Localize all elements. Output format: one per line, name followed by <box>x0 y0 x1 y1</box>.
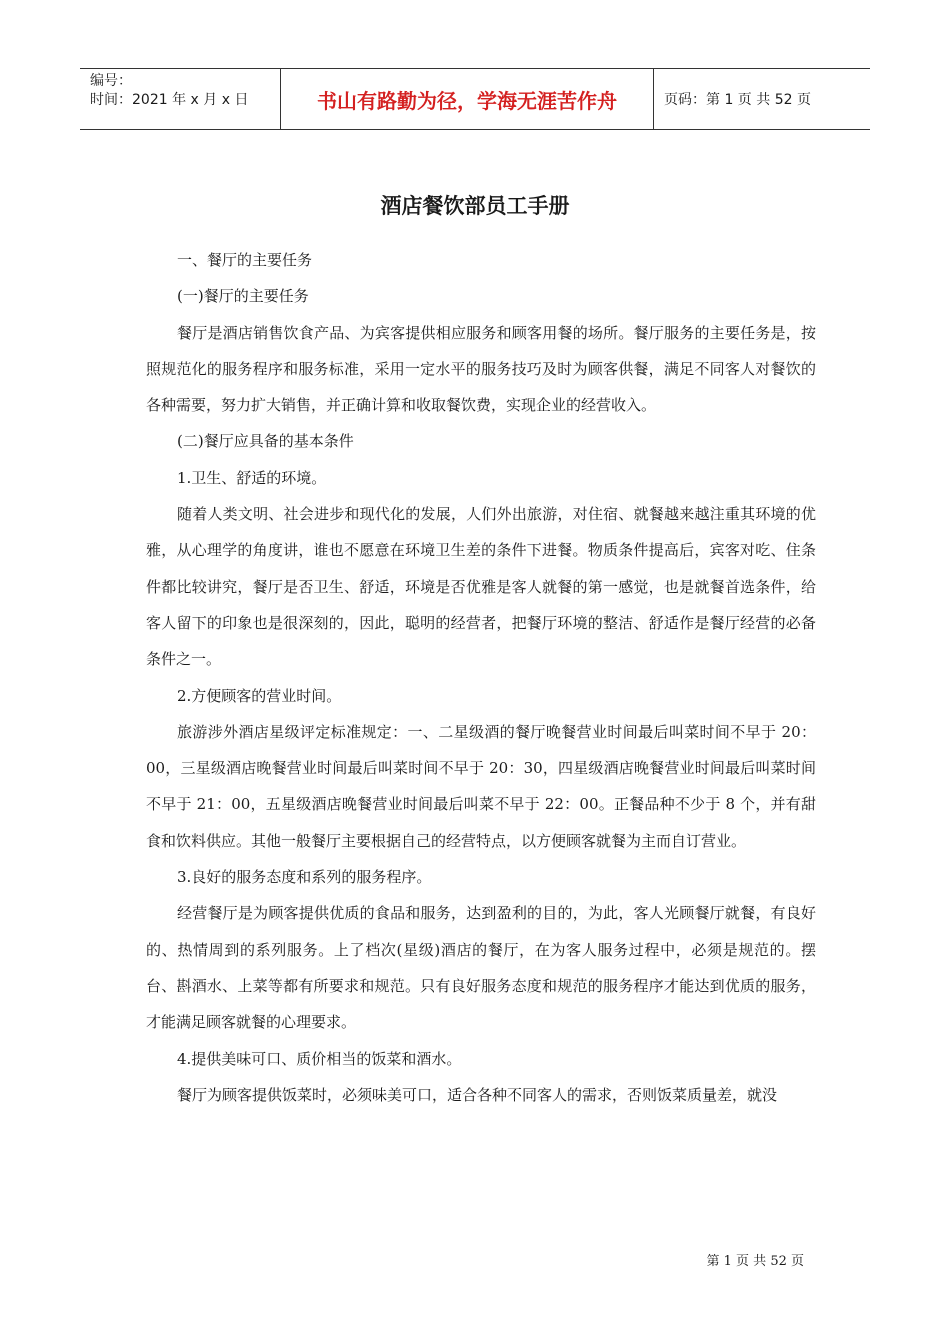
document-body <box>146 242 816 1113</box>
footer-page-info: 第 1 页 共 52 页 <box>706 1254 804 1269</box>
item-heading: 3.良好的服务态度和系列的服务程序。 <box>177 868 432 887</box>
body-paragraph: 餐厅为顾客提供饭菜时，必须味美可口，适合各种不同客人的需求，否则饭菜质量差，就没 <box>177 1085 778 1104</box>
header-meta-cell <box>80 69 281 129</box>
item-heading: 4.提供美味可口、质价相当的饭菜和酒水。 <box>177 1049 462 1068</box>
item-heading: 2.方便顾客的营业时间。 <box>177 686 342 705</box>
item-heading: 1.卫生、舒适的环境。 <box>177 468 327 487</box>
subsection-heading: (一)餐厅的主要任务 <box>177 287 309 306</box>
body-paragraph: 随着人类文明、社会进步和现代化的发展，人们外出旅游，对住宿、就餐越来越注重其环境的优雅，从心理学的角度讲，谁也不愿意在环境卫生差的条件下进餐。物质条件提高后，宾客对吃、住条件都比较讲究，餐厅是否卫生、舒适，环境是否优雅是客人就餐的第一感觉，也是就餐首选条件，给客人留下的印象也是很深刻的，因此，聪明的经营者，把餐厅环境的整洁、舒适作是餐厅经营的必备条件之一。 <box>146 505 816 669</box>
document-date-label: 时间：2021 年 x 月 x 日 <box>90 92 249 108</box>
header-page-cell <box>654 69 870 129</box>
section-heading: 一、餐厅的主要任务 <box>177 251 313 269</box>
body-paragraph: 旅游涉外酒店星级评定标准规定：一、二星级酒的餐厅晚餐营业时间最后叫菜时间不早于 20：00，三星级酒店晚餐营业时间最后叫菜时间不早于 20：30，四星级酒店晚餐营业时间最后叫菜时间不早于 21：00，五星级酒店晚餐营业时间最后叫菜不早于 22：00。正餐品种不少于 8 个，并有甜食和饮料供应。其他一般餐厅主要根据自己的经营特点，以方便顾客就餐为主而自订营业。 <box>146 722 816 850</box>
header-table <box>80 68 870 130</box>
body-paragraph: 经营餐厅是为顾客提供优质的食品和服务，达到盈利的目的，为此，客人光顾餐厅就餐，有良好的、热情周到的系列服务。上了档次(星级)酒店的餐厅，在为客人服务过程中，必须是规范的。摆台、斟酒水、上菜等都有所要求和规范。只有良好服务态度和规范的服务程序才能达到优质的服务，才能满足顾客就餐的心理要求。 <box>146 904 816 1032</box>
header-page-info: 页码：第 1 页 共 52 页 <box>664 92 811 108</box>
body-paragraph: 餐厅是酒店销售饮食产品、为宾客提供相应服务和顾客用餐的场所。餐厅服务的主要任务是，按照规范化的服务程序和服务标准，采用一定水平的服务技巧及时为顾客供餐，满足不同客人对餐饮的各种需要，努力扩大销售，并正确计算和收取餐饮费，实现企业的经营收入。 <box>146 323 816 415</box>
header-motto: 书山有路勤为径，学海无涯苦作舟 <box>317 88 617 113</box>
document-title: 酒店餐饮部员工手册 <box>380 194 570 218</box>
subsection-heading: (二)餐厅应具备的基本条件 <box>177 432 354 451</box>
page-footer <box>707 1250 804 1269</box>
header-motto-cell <box>281 69 654 129</box>
document-number-label: 编号： <box>90 73 132 89</box>
